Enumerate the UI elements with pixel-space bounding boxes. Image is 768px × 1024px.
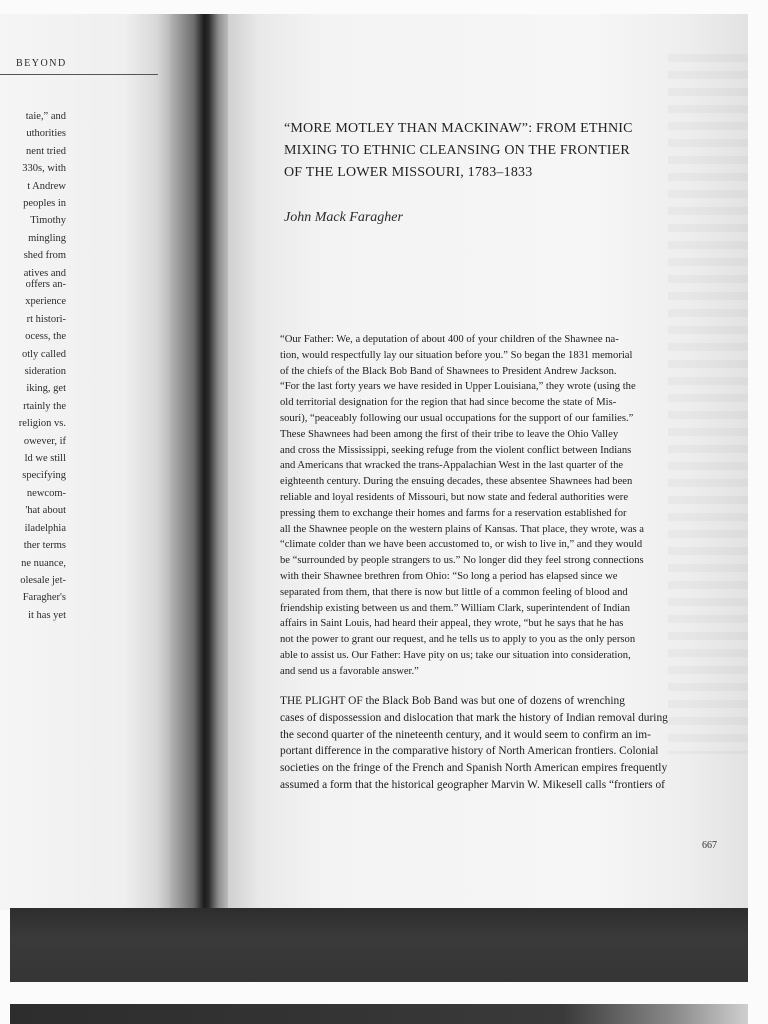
text-line: societies on the fringe of the French and Spanish North American empires frequently (280, 762, 668, 775)
left-page-line: t Andrew (27, 180, 66, 192)
epigraph-paragraph (280, 332, 720, 680)
left-page-line: xperience (25, 296, 66, 308)
text-line: all the Shawnee people on the western plains of Kansas. That place, they wrote, was a (280, 523, 644, 535)
left-page-text-upper (6, 108, 66, 282)
text-line: with their Shawnee brethren from Ohio: “So long a period has elapsed since we (280, 570, 618, 582)
left-page-line: uthorities (26, 128, 66, 140)
text-line: friendship existing between us and them.” William Clark, superintendent of Indian (280, 602, 631, 614)
scan-gap (0, 982, 768, 1004)
text-line: not the power to grant our request, and he tells us to apply to you as the only person (280, 634, 636, 646)
text-line: the second quarter of the nineteenth century, and it would seem to confirm an im- (280, 728, 651, 741)
text-line: reliable and loyal residents of Missouri, but now state and federal authorities were (280, 491, 629, 503)
text-line: THE PLIGHT OF the Black Bob Band was but one of dozens of wrenching (280, 695, 625, 707)
left-page-line: religion vs. (18, 418, 66, 430)
scanner-dark-band (10, 908, 748, 982)
text-line: able to assist us. Our Father: Have pity on us; take our situation into consideration, (280, 649, 631, 661)
left-page-line: ld we still (24, 453, 66, 465)
text-line: “Our Father: We, a deputation of about 400 of your children of the Shawnee na- (280, 334, 619, 345)
left-page-line: peoples in (23, 198, 66, 210)
text-line: pressing them to exchange their homes and farms for a reservation established for (280, 507, 627, 519)
left-page-line: specifying (22, 470, 66, 482)
left-page-line: ne nuance, (21, 557, 66, 569)
left-page-line: 'hat about (25, 505, 66, 517)
left-page-line: ther terms (23, 540, 66, 552)
text-line: assumed a form that the historical geographer Marvin W. Mikesell calls “frontiers of (280, 778, 665, 791)
title-line: MIXING TO ETHNIC CLEANSING ON THE FRONTIER (284, 143, 630, 158)
left-page-line: offers an- (25, 279, 66, 290)
left-page-line: nent tried (26, 145, 66, 157)
text-line: souri), “peaceably following our usual occupations for the support of our families.” (280, 412, 634, 424)
text-line: affairs in Saint Louis, had heard their appeal, they wrote, “but he says that he has (280, 618, 624, 630)
running-head-rule (0, 74, 158, 75)
text-line: and cross the Mississippi, seeking refuge from the violent conflict between Indians (280, 444, 632, 456)
left-page-line: shed from (23, 250, 66, 262)
book-spine-gutter (170, 14, 232, 910)
text-line: portant difference in the comparative history of North American frontiers. Colonial (280, 745, 659, 758)
text-line: tion, would respectfully lay our situation before you.” So began the 1831 memorial (280, 349, 633, 361)
page-number: 667 (702, 840, 717, 851)
next-page-edge (10, 1004, 748, 1024)
text-line: and Americans that wracked the trans-Appalachian West in the last quarter of the (280, 460, 624, 472)
left-page-fragment (0, 14, 178, 910)
text-line: These Shawnees had been among the first of their tribe to leave the Ohio Valley (280, 428, 619, 440)
text-line: “For the last forty years we have resided in Upper Louisiana,” they wrote (using the (280, 381, 636, 393)
text-line: be “surrounded by people strangers to us.” No longer did they feel strong connections (280, 555, 644, 567)
left-page-line: rtainly the (23, 400, 66, 412)
left-page-line: 330s, with (22, 163, 66, 175)
chapter-author: John Mack Faragher (284, 210, 403, 225)
running-head: BEYOND (16, 58, 67, 69)
left-page-line: olesale jet- (20, 574, 66, 586)
left-page-line: owever, if (23, 435, 66, 447)
text-line: old territorial designation for the region that had since become the state of Mis- (280, 397, 617, 409)
text-line: cases of dispossession and dislocation that mark the history of Indian removal during (280, 711, 668, 724)
left-page-line: ocess, the (25, 331, 66, 343)
left-page-line: rt histori- (26, 313, 66, 325)
chapter-title (284, 118, 704, 184)
text-line: and send us a favorable answer.” (280, 665, 419, 677)
left-page-line: mingling (28, 232, 66, 244)
left-page-line: sideration (24, 366, 66, 378)
left-page-text-lower (6, 276, 66, 624)
opening-paragraph (280, 693, 720, 794)
title-line: OF THE LOWER MISSOURI, 1783–1833 (284, 165, 533, 180)
left-page-line: taie,” and (25, 111, 66, 122)
left-page-line: it has yet (28, 609, 66, 621)
left-page-line: iking, get (26, 383, 66, 395)
left-page-line: Timothy (30, 215, 66, 227)
text-line: of the chiefs of the Black Bob Band of Shawnees to President Andrew Jackson. (280, 365, 617, 377)
text-line: eighteenth century. During the ensuing decades, these absentee Shawnees had been (280, 476, 633, 488)
left-page-line: atives and (23, 267, 66, 279)
left-page-line: iladelphia (24, 522, 66, 534)
left-page-line: otly called (21, 348, 66, 360)
text-line: “climate colder than we have been accustomed to, or wish to live in,” and they would (280, 539, 643, 551)
left-page-line: newcom- (26, 487, 66, 499)
right-page (228, 14, 748, 910)
title-line: “MORE MOTLEY THAN MACKINAW”: FROM ETHNIC (284, 121, 633, 136)
left-page-line: Faragher's (22, 592, 66, 604)
text-line: separated from them, that there is now but little of a common feeling of blood and (280, 586, 628, 598)
